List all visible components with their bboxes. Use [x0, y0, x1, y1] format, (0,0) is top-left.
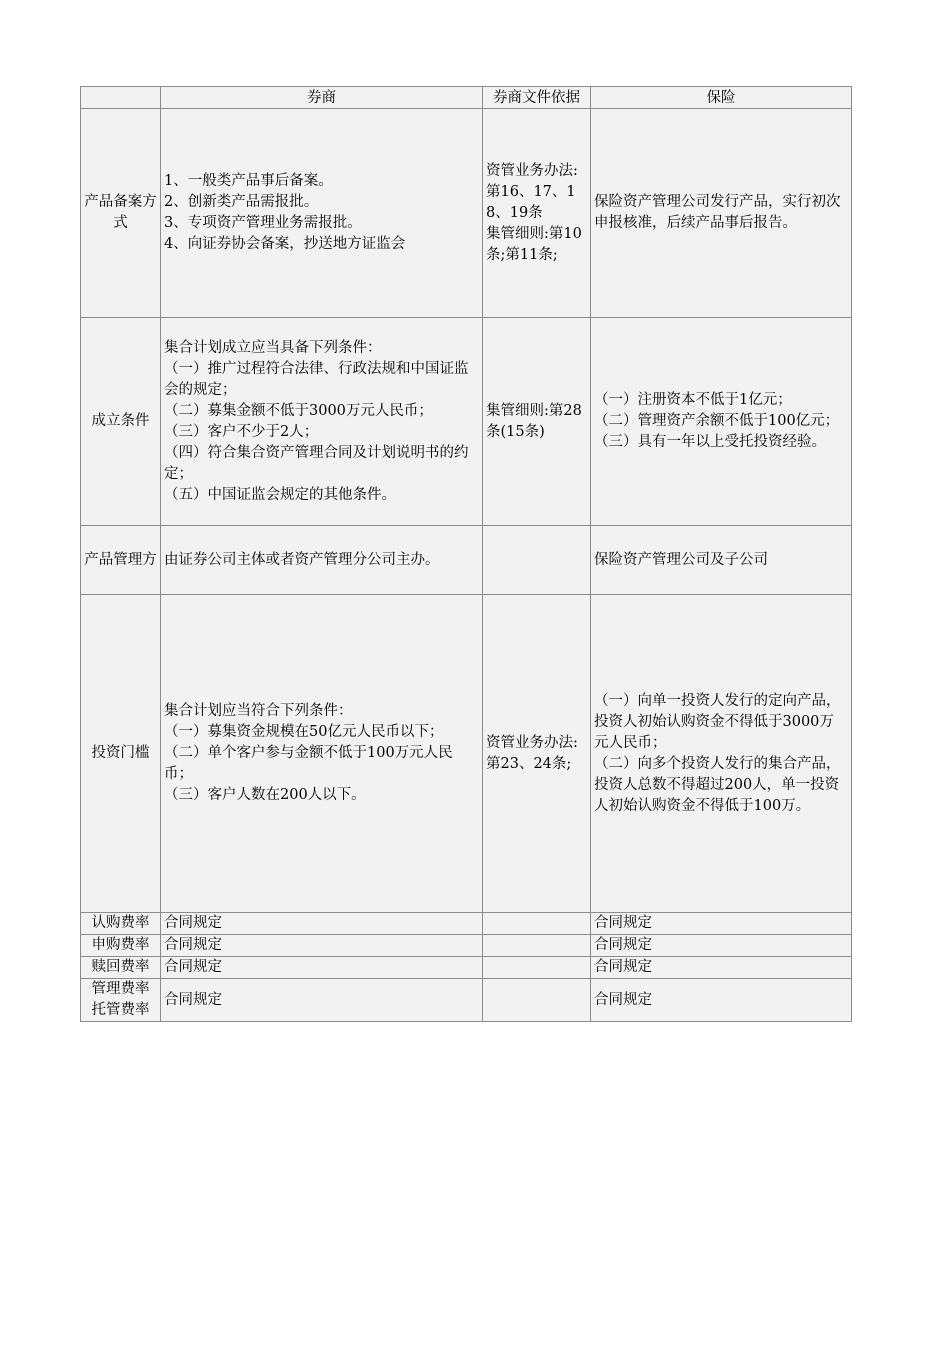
cell-broker: 由证券公司主体或者资产管理分公司主办。 [161, 526, 483, 595]
comparison-table [80, 86, 852, 1022]
cell-basis: 资管业务办法:第23、24条; [483, 595, 591, 913]
row-label-product-manager: 产品管理方 [81, 526, 161, 595]
cell-insurance: 保险资产管理公司发行产品，实行初次申报核准，后续产品事后报告。 [591, 109, 852, 318]
cell-broker: 合同规定 [161, 957, 483, 979]
table-row [81, 913, 852, 935]
cell-insurance: （一）向单一投资人发行的定向产品，投资人初始认购资金不得低于3000万元人民币； （二）向多个投资人发行的集合产品，投资人总数不得超过200人，单一投资人初始认购资金不得低于100万。 [591, 595, 852, 913]
cell-broker: 集合计划应当符合下列条件： （一）募集资金规模在50亿元人民币以下； （二）单个客户参与金额不低于100万元人民币； （三）客户人数在200人以下。 [161, 595, 483, 913]
cell-insurance: 保险资产管理公司及子公司 [591, 526, 852, 595]
header-row [81, 87, 852, 109]
table-row [81, 935, 852, 957]
cell-basis [483, 979, 591, 1022]
row-label-redemption-fee: 赎回费率 [81, 957, 161, 979]
row-label-establishment-conditions: 成立条件 [81, 318, 161, 526]
table-row [81, 318, 852, 526]
cell-insurance: 合同规定 [591, 957, 852, 979]
table-row [81, 979, 852, 1022]
table-row [81, 526, 852, 595]
cell-basis [483, 935, 591, 957]
cell-insurance: 合同规定 [591, 935, 852, 957]
table-row [81, 109, 852, 318]
cell-broker: 合同规定 [161, 935, 483, 957]
row-label-investment-threshold: 投资门槛 [81, 595, 161, 913]
table-row [81, 957, 852, 979]
cell-basis [483, 957, 591, 979]
row-label-subscription-fee: 认购费率 [81, 913, 161, 935]
cell-insurance: 合同规定 [591, 913, 852, 935]
cell-basis: 集管细则:第28条(15条) [483, 318, 591, 526]
header-broker-basis: 券商文件依据 [483, 87, 591, 109]
cell-broker: 合同规定 [161, 979, 483, 1022]
header-blank [81, 87, 161, 109]
cell-broker: 1、一般类产品事后备案。 2、创新类产品需报批。 3、专项资产管理业务需报批。 4、向证券协会备案，抄送地方证监会 [161, 109, 483, 318]
cell-insurance: （一）注册资本不低于1亿元； （二）管理资产余额不低于100亿元； （三）具有一年以上受托投资经验。 [591, 318, 852, 526]
row-label-management-custody-fee: 管理费率 托管费率 [81, 979, 161, 1022]
cell-basis [483, 913, 591, 935]
cell-basis: 资管业务办法:第16、17、18、19条 集管细则:第10条;第11条; [483, 109, 591, 318]
header-broker: 券商 [161, 87, 483, 109]
cell-basis [483, 526, 591, 595]
cell-broker: 集合计划成立应当具备下列条件： （一）推广过程符合法律、行政法规和中国证监会的规定； （二）募集金额不低于3000万元人民币； （三）客户不少于2人； （四）符合集合资产管理合同及计划说明书的约定； （五）中国证监会规定的其他条件。 [161, 318, 483, 526]
cell-broker: 合同规定 [161, 913, 483, 935]
cell-insurance: 合同规定 [591, 979, 852, 1022]
header-insurance: 保险 [591, 87, 852, 109]
row-label-filing-method: 产品备案方式 [81, 109, 161, 318]
table-row [81, 595, 852, 913]
row-label-purchase-fee: 申购费率 [81, 935, 161, 957]
